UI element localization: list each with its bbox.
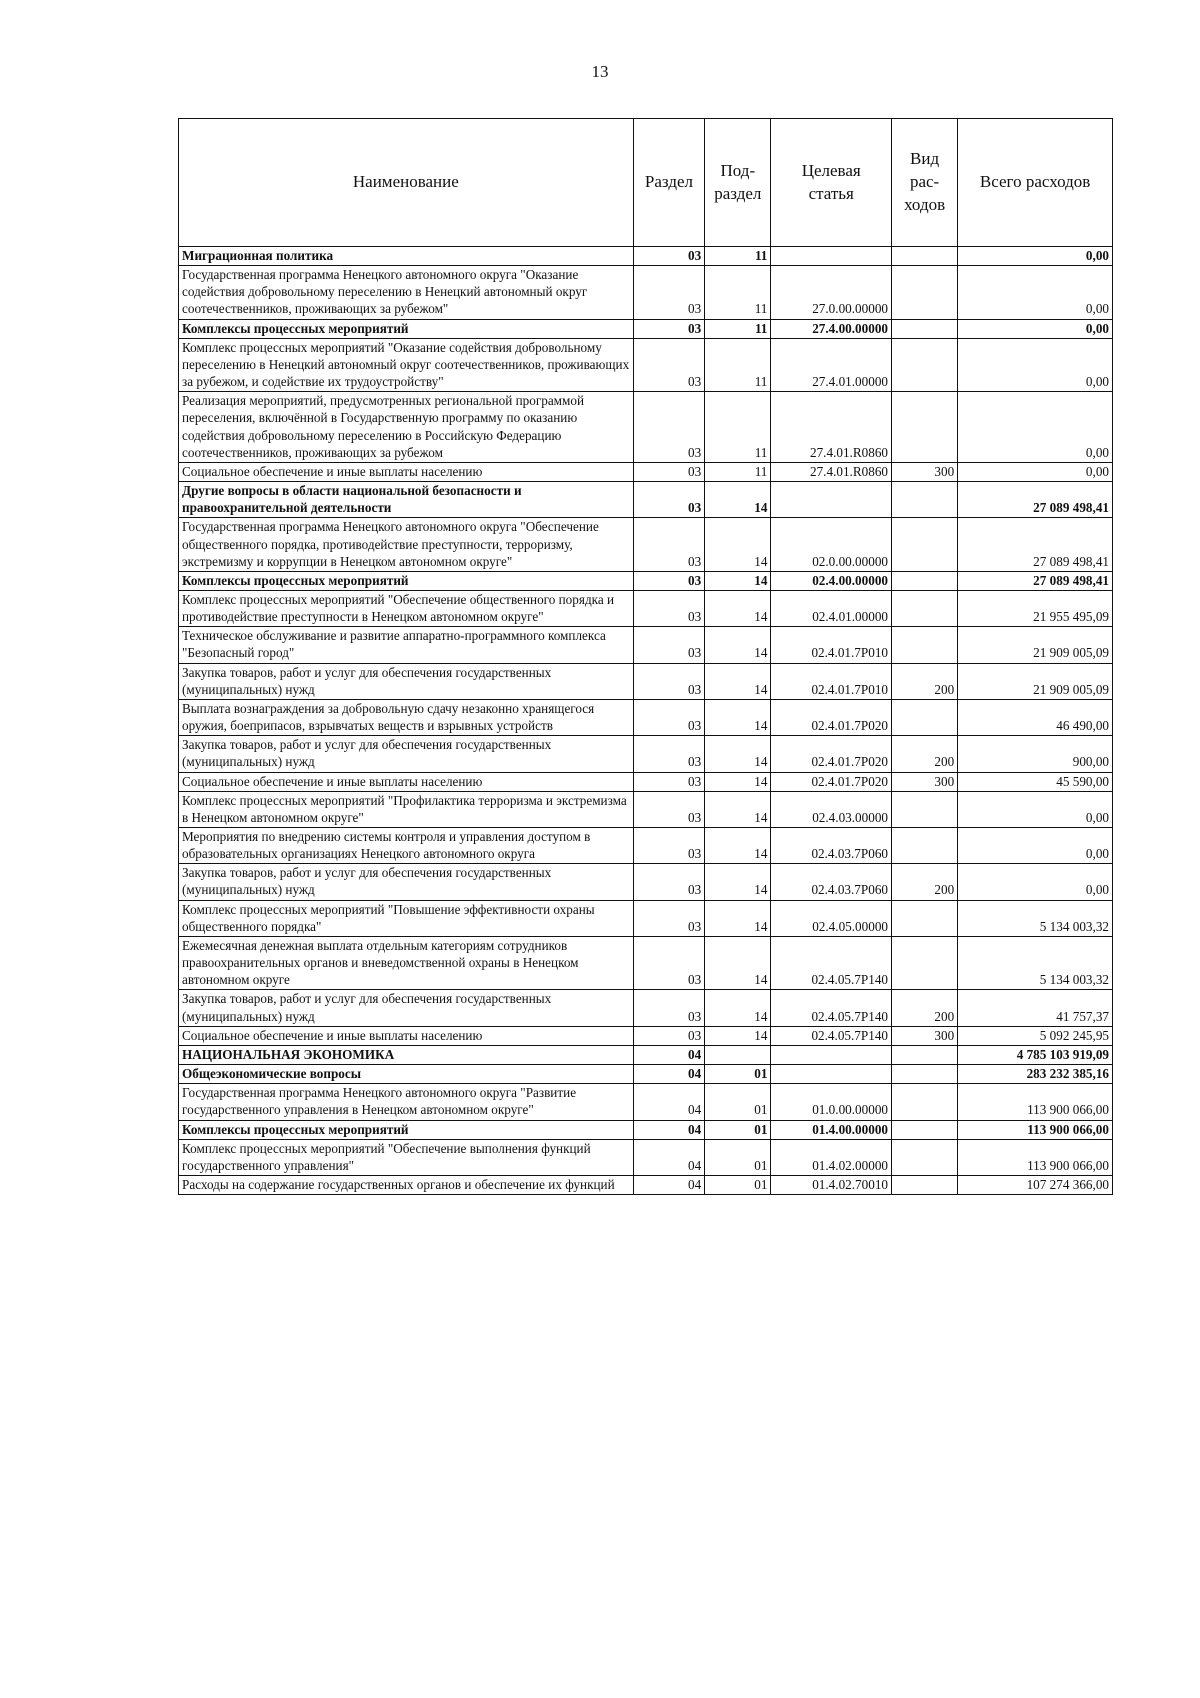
cell-total: 46 490,00	[958, 699, 1113, 735]
cell-total: 5 092 245,95	[958, 1026, 1113, 1045]
cell-name: Закупка товаров, работ и услуг для обеспечения государственных (муниципальных) нужд	[179, 663, 634, 699]
cell-podrazdel: 01	[705, 1065, 771, 1084]
cell-vid-rashodov	[892, 338, 958, 391]
cell-razdel: 03	[633, 338, 705, 391]
cell-celevaya-statya	[771, 1045, 892, 1064]
cell-podrazdel: 01	[705, 1084, 771, 1120]
header-celevaya-statya: Целевая статья	[771, 119, 892, 247]
cell-total: 0,00	[958, 791, 1113, 827]
cell-vid-rashodov: 200	[892, 864, 958, 900]
cell-name: Выплата вознаграждения за добровольную сдачу незаконно хранящегося оружия, боеприпасов, взрывчатых веществ и взрывных устройств	[179, 699, 634, 735]
cell-celevaya-statya: 01.4.00.00000	[771, 1120, 892, 1139]
cell-total: 900,00	[958, 736, 1113, 772]
cell-total: 107 274 366,00	[958, 1175, 1113, 1194]
cell-podrazdel: 14	[705, 990, 771, 1026]
cell-vid-rashodov	[892, 1045, 958, 1064]
cell-total: 5 134 003,32	[958, 900, 1113, 936]
cell-razdel: 03	[633, 482, 705, 518]
cell-name: Комплекс процессных мероприятий "Повышение эффективности охраны общественного порядка"	[179, 900, 634, 936]
cell-razdel: 03	[633, 663, 705, 699]
cell-razdel: 03	[633, 247, 705, 266]
table-row	[179, 338, 1113, 391]
cell-total: 5 134 003,32	[958, 936, 1113, 989]
cell-name: Расходы на содержание государственных органов и обеспечение их функций	[179, 1175, 634, 1194]
cell-podrazdel: 11	[705, 319, 771, 338]
cell-total: 41 757,37	[958, 990, 1113, 1026]
cell-celevaya-statya: 27.4.01.R0860	[771, 462, 892, 481]
table-row	[179, 247, 1113, 266]
cell-vid-rashodov	[892, 900, 958, 936]
cell-razdel: 03	[633, 392, 705, 463]
cell-razdel: 03	[633, 462, 705, 481]
cell-razdel: 04	[633, 1139, 705, 1175]
cell-celevaya-statya: 02.4.03.7Р060	[771, 828, 892, 864]
table-row	[179, 462, 1113, 481]
cell-name: Комплекс процессных мероприятий "Оказание содействия добровольному переселению в Ненецкий автономный округ соотечественников, проживающих за рубежом, и содействие их трудоустройству"	[179, 338, 634, 391]
cell-name: Государственная программа Ненецкого автономного округа "Оказание содействия добровольному переселению в Ненецкий автономный округ соотечественников, проживающих за рубежом"	[179, 266, 634, 319]
cell-total: 0,00	[958, 462, 1113, 481]
cell-total: 0,00	[958, 828, 1113, 864]
cell-vid-rashodov	[892, 247, 958, 266]
cell-razdel: 03	[633, 936, 705, 989]
table-row	[179, 828, 1113, 864]
table-row	[179, 900, 1113, 936]
cell-total: 27 089 498,41	[958, 518, 1113, 571]
table-row	[179, 392, 1113, 463]
cell-name: Закупка товаров, работ и услуг для обеспечения государственных (муниципальных) нужд	[179, 736, 634, 772]
cell-vid-rashodov: 300	[892, 1026, 958, 1045]
cell-celevaya-statya: 02.4.05.00000	[771, 900, 892, 936]
header-vid-rashodov: Вид рас- ходов	[892, 119, 958, 247]
cell-podrazdel: 14	[705, 699, 771, 735]
cell-razdel: 03	[633, 900, 705, 936]
cell-name: Комплекс процессных мероприятий "Обеспечение общественного порядка и противодействие преступности в Ненецком автономном округе"	[179, 590, 634, 626]
cell-celevaya-statya: 02.4.05.7Р140	[771, 990, 892, 1026]
cell-celevaya-statya: 01.4.02.00000	[771, 1139, 892, 1175]
cell-total: 0,00	[958, 338, 1113, 391]
cell-podrazdel: 14	[705, 736, 771, 772]
cell-podrazdel: 01	[705, 1175, 771, 1194]
cell-podrazdel: 01	[705, 1139, 771, 1175]
cell-vid-rashodov	[892, 1175, 958, 1194]
cell-celevaya-statya: 02.4.05.7Р140	[771, 936, 892, 989]
cell-vid-rashodov	[892, 571, 958, 590]
cell-total: 0,00	[958, 247, 1113, 266]
cell-razdel: 03	[633, 518, 705, 571]
cell-celevaya-statya	[771, 1065, 892, 1084]
table-row	[179, 1084, 1113, 1120]
cell-podrazdel: 14	[705, 772, 771, 791]
table-row	[179, 791, 1113, 827]
table-row	[179, 936, 1113, 989]
cell-podrazdel	[705, 1045, 771, 1064]
table-row	[179, 1065, 1113, 1084]
cell-total: 21 909 005,09	[958, 627, 1113, 663]
cell-vid-rashodov	[892, 590, 958, 626]
header-name: Наименование	[179, 119, 634, 247]
cell-name: НАЦИОНАЛЬНАЯ ЭКОНОМИКА	[179, 1045, 634, 1064]
cell-podrazdel: 14	[705, 482, 771, 518]
cell-podrazdel: 14	[705, 627, 771, 663]
cell-podrazdel: 11	[705, 266, 771, 319]
header-podrazdel: Под- раздел	[705, 119, 771, 247]
cell-total: 4 785 103 919,09	[958, 1045, 1113, 1064]
cell-name: Закупка товаров, работ и услуг для обеспечения государственных (муниципальных) нужд	[179, 864, 634, 900]
cell-celevaya-statya: 01.4.02.70010	[771, 1175, 892, 1194]
cell-total: 113 900 066,00	[958, 1120, 1113, 1139]
cell-vid-rashodov: 200	[892, 990, 958, 1026]
table-row	[179, 571, 1113, 590]
cell-vid-rashodov: 200	[892, 663, 958, 699]
table-row	[179, 1139, 1113, 1175]
cell-razdel: 04	[633, 1120, 705, 1139]
cell-razdel: 03	[633, 627, 705, 663]
cell-total: 0,00	[958, 864, 1113, 900]
table-row	[179, 663, 1113, 699]
cell-celevaya-statya: 27.4.01.R0860	[771, 392, 892, 463]
table-row	[179, 990, 1113, 1026]
cell-name: Общеэкономические вопросы	[179, 1065, 634, 1084]
table-row	[179, 518, 1113, 571]
cell-celevaya-statya: 02.0.00.00000	[771, 518, 892, 571]
cell-vid-rashodov: 300	[892, 462, 958, 481]
cell-name: Закупка товаров, работ и услуг для обеспечения государственных (муниципальных) нужд	[179, 990, 634, 1026]
cell-razdel: 04	[633, 1175, 705, 1194]
cell-total: 113 900 066,00	[958, 1139, 1113, 1175]
header-total: Всего расходов	[958, 119, 1113, 247]
cell-total: 27 089 498,41	[958, 482, 1113, 518]
cell-razdel: 03	[633, 828, 705, 864]
cell-total: 45 590,00	[958, 772, 1113, 791]
cell-name: Другие вопросы в области национальной безопасности и правоохранительной деятельности	[179, 482, 634, 518]
cell-total: 21 955 495,09	[958, 590, 1113, 626]
cell-celevaya-statya: 27.4.01.00000	[771, 338, 892, 391]
cell-vid-rashodov	[892, 936, 958, 989]
table-row	[179, 1175, 1113, 1194]
cell-total: 0,00	[958, 266, 1113, 319]
cell-celevaya-statya: 02.4.03.00000	[771, 791, 892, 827]
cell-vid-rashodov	[892, 266, 958, 319]
cell-podrazdel: 11	[705, 247, 771, 266]
cell-podrazdel: 14	[705, 864, 771, 900]
cell-total: 27 089 498,41	[958, 571, 1113, 590]
cell-name: Комплекс процессных мероприятий "Профилактика терроризма и экстремизма в Ненецком автономном округе"	[179, 791, 634, 827]
cell-vid-rashodov	[892, 482, 958, 518]
cell-podrazdel: 14	[705, 571, 771, 590]
cell-vid-rashodov	[892, 791, 958, 827]
cell-vid-rashodov	[892, 518, 958, 571]
cell-vid-rashodov	[892, 699, 958, 735]
cell-celevaya-statya	[771, 247, 892, 266]
cell-razdel: 03	[633, 699, 705, 735]
cell-razdel: 03	[633, 864, 705, 900]
cell-name: Государственная программа Ненецкого автономного округа "Развитие государственного управления в Ненецком автономном округе"	[179, 1084, 634, 1120]
cell-total: 21 909 005,09	[958, 663, 1113, 699]
cell-razdel: 03	[633, 1026, 705, 1045]
cell-total: 0,00	[958, 392, 1113, 463]
cell-vid-rashodov	[892, 1139, 958, 1175]
table-row	[179, 482, 1113, 518]
table-header-row	[179, 119, 1113, 247]
cell-celevaya-statya: 02.4.01.7Р020	[771, 699, 892, 735]
cell-name: Социальное обеспечение и иные выплаты населению	[179, 1026, 634, 1045]
cell-razdel: 03	[633, 990, 705, 1026]
table-row	[179, 1120, 1113, 1139]
cell-podrazdel: 11	[705, 392, 771, 463]
cell-vid-rashodov	[892, 392, 958, 463]
cell-celevaya-statya: 02.4.01.7Р020	[771, 736, 892, 772]
cell-name: Миграционная политика	[179, 247, 634, 266]
cell-vid-rashodov: 200	[892, 736, 958, 772]
cell-celevaya-statya: 02.4.03.7Р060	[771, 864, 892, 900]
cell-podrazdel: 14	[705, 936, 771, 989]
cell-vid-rashodov	[892, 319, 958, 338]
cell-razdel: 03	[633, 266, 705, 319]
cell-name: Техническое обслуживание и развитие аппаратно-программного комплекса "Безопасный город"	[179, 627, 634, 663]
table-row	[179, 266, 1113, 319]
cell-name: Мероприятия по внедрению системы контроля и управления доступом в образовательных организациях Ненецкого автономного округа	[179, 828, 634, 864]
budget-table	[178, 118, 1113, 1195]
cell-podrazdel: 14	[705, 791, 771, 827]
cell-podrazdel: 11	[705, 338, 771, 391]
cell-podrazdel: 14	[705, 900, 771, 936]
cell-vid-rashodov: 300	[892, 772, 958, 791]
table-body	[179, 247, 1113, 1195]
cell-name: Социальное обеспечение и иные выплаты населению	[179, 462, 634, 481]
table-row	[179, 772, 1113, 791]
cell-razdel: 03	[633, 590, 705, 626]
table-row	[179, 1026, 1113, 1045]
cell-name: Комплекс процессных мероприятий "Обеспечение выполнения функций государственного управления"	[179, 1139, 634, 1175]
cell-vid-rashodov	[892, 627, 958, 663]
cell-podrazdel: 14	[705, 1026, 771, 1045]
page-number: 13	[591, 62, 609, 81]
cell-total: 0,00	[958, 319, 1113, 338]
cell-name: Комплексы процессных мероприятий	[179, 1120, 634, 1139]
table-row	[179, 699, 1113, 735]
cell-name: Государственная программа Ненецкого автономного округа "Обеспечение общественного порядка, противодействие преступности, терроризму, экстремизму и коррупции в Ненецком автономном округе"	[179, 518, 634, 571]
cell-vid-rashodov	[892, 1084, 958, 1120]
cell-celevaya-statya: 27.4.00.00000	[771, 319, 892, 338]
table-row	[179, 319, 1113, 338]
cell-razdel: 03	[633, 791, 705, 827]
cell-razdel: 04	[633, 1084, 705, 1120]
cell-name: Комплексы процессных мероприятий	[179, 319, 634, 338]
cell-vid-rashodov	[892, 828, 958, 864]
cell-celevaya-statya: 02.4.05.7Р140	[771, 1026, 892, 1045]
cell-celevaya-statya: 02.4.01.7Р010	[771, 627, 892, 663]
cell-podrazdel: 11	[705, 462, 771, 481]
cell-name: Комплексы процессных мероприятий	[179, 571, 634, 590]
table-row	[179, 864, 1113, 900]
header-razdel: Раздел	[633, 119, 705, 247]
cell-name: Социальное обеспечение и иные выплаты населению	[179, 772, 634, 791]
cell-podrazdel: 14	[705, 663, 771, 699]
cell-podrazdel: 14	[705, 828, 771, 864]
table-row	[179, 590, 1113, 626]
cell-podrazdel: 14	[705, 518, 771, 571]
cell-celevaya-statya: 27.0.00.00000	[771, 266, 892, 319]
table-row	[179, 627, 1113, 663]
cell-total: 113 900 066,00	[958, 1084, 1113, 1120]
cell-vid-rashodov	[892, 1065, 958, 1084]
cell-celevaya-statya	[771, 482, 892, 518]
table-row	[179, 736, 1113, 772]
cell-celevaya-statya: 02.4.01.7Р010	[771, 663, 892, 699]
cell-vid-rashodov	[892, 1120, 958, 1139]
cell-total: 283 232 385,16	[958, 1065, 1113, 1084]
cell-celevaya-statya: 02.4.01.00000	[771, 590, 892, 626]
cell-name: Реализация мероприятий, предусмотренных региональной программой переселения, включённой в Государственную программу по оказанию содействия добровольному переселению в Российскую Федерацию соотечественников, проживающих за рубежом	[179, 392, 634, 463]
cell-razdel: 04	[633, 1045, 705, 1064]
cell-podrazdel: 01	[705, 1120, 771, 1139]
cell-razdel: 03	[633, 571, 705, 590]
cell-celevaya-statya: 02.4.00.00000	[771, 571, 892, 590]
table-row	[179, 1045, 1113, 1064]
cell-celevaya-statya: 02.4.01.7Р020	[771, 772, 892, 791]
cell-razdel: 03	[633, 736, 705, 772]
cell-razdel: 03	[633, 772, 705, 791]
cell-podrazdel: 14	[705, 590, 771, 626]
cell-razdel: 04	[633, 1065, 705, 1084]
cell-razdel: 03	[633, 319, 705, 338]
cell-celevaya-statya: 01.0.00.00000	[771, 1084, 892, 1120]
cell-name: Ежемесячная денежная выплата отдельным категориям сотрудников правоохранительных органов и вневедомственной охраны в Ненецком автономном округе	[179, 936, 634, 989]
